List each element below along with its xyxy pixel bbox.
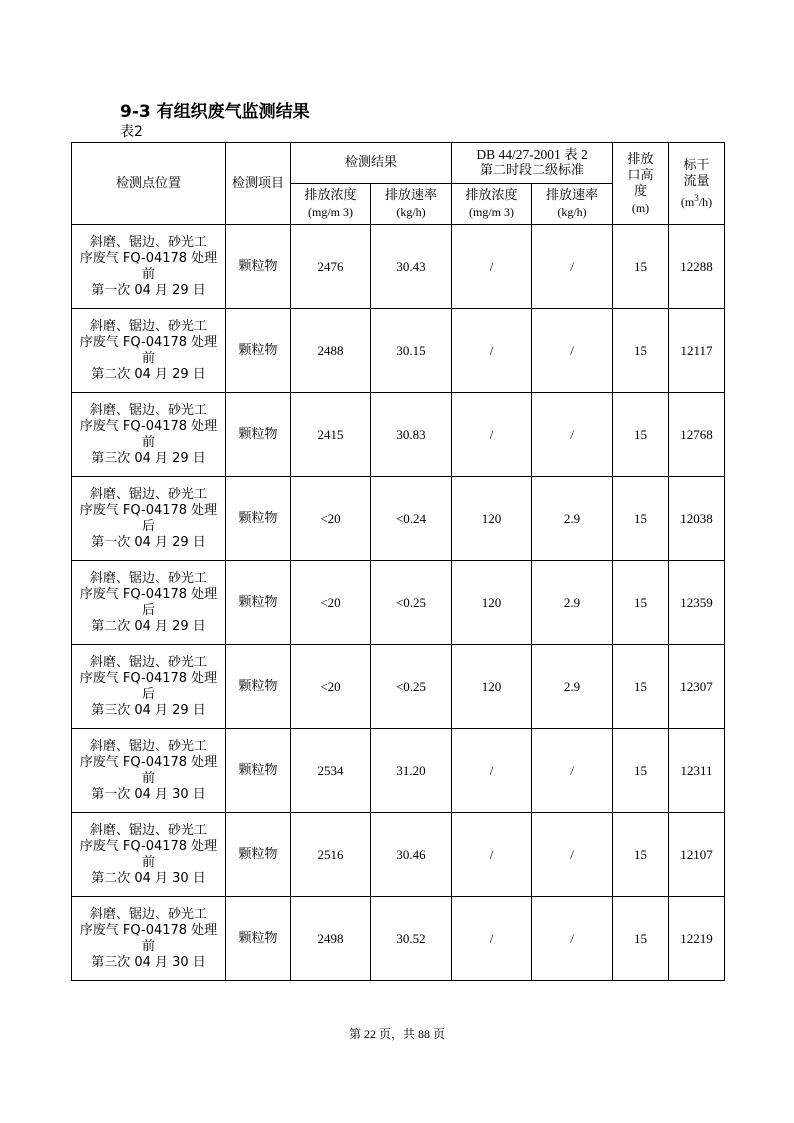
- cell-conc: 2516: [291, 813, 371, 897]
- cell-height: 15: [613, 897, 669, 981]
- cell-item: 颗粒物: [226, 729, 291, 813]
- location-line3: 前: [141, 770, 155, 786]
- table-label: 表2: [120, 124, 143, 140]
- location-line2: 序废气 FQ-04178 处理: [79, 334, 218, 350]
- header-outlet-height: [613, 143, 669, 225]
- location-line2: 序废气 FQ-04178 处理: [79, 586, 218, 602]
- cell-flow: 12307: [669, 645, 725, 729]
- cell-std-rate: 2.9: [532, 561, 613, 645]
- cell-flow: 12117: [669, 309, 725, 393]
- cell-location: [72, 477, 226, 561]
- location-line2: 序废气 FQ-04178 处理: [79, 754, 218, 770]
- cell-height: 15: [613, 309, 669, 393]
- location-line1: 斜磨、锯边、砂光工: [89, 402, 207, 418]
- cell-item: 颗粒物: [226, 477, 291, 561]
- cell-flow: 12107: [669, 813, 725, 897]
- header-conc: [291, 184, 371, 225]
- cell-std-rate: /: [532, 729, 613, 813]
- cell-height: 15: [613, 393, 669, 477]
- cell-conc: 2415: [291, 393, 371, 477]
- table-row: [72, 477, 725, 561]
- cell-conc: 2534: [291, 729, 371, 813]
- location-line4: 第二次 04 月 30 日: [91, 870, 206, 886]
- header-std-rate-unit: (kg/h): [557, 205, 587, 219]
- cell-location: [72, 561, 226, 645]
- header-std-conc-label: 排放浓度: [465, 188, 518, 203]
- cell-item: 颗粒物: [226, 813, 291, 897]
- location-line3: 前: [141, 266, 155, 282]
- location-line2: 序废气 FQ-04178 处理: [79, 250, 218, 266]
- header-rate-unit: (kg/h): [396, 205, 426, 219]
- cell-flow: 12288: [669, 225, 725, 309]
- cell-conc: 2488: [291, 309, 371, 393]
- location-line1: 斜磨、锯边、砂光工: [89, 318, 207, 334]
- cell-rate: 31.20: [371, 729, 452, 813]
- table-row: [72, 729, 725, 813]
- header-height-unit: (m): [631, 200, 650, 215]
- location-line3: 后: [141, 518, 155, 534]
- cell-rate: 30.15: [371, 309, 452, 393]
- cell-flow: 12768: [669, 393, 725, 477]
- location-line3: 后: [141, 602, 155, 618]
- cell-std-conc: 120: [452, 561, 532, 645]
- cell-location: [72, 813, 226, 897]
- cell-item: 颗粒物: [226, 309, 291, 393]
- cell-flow: 12359: [669, 561, 725, 645]
- cell-rate: 30.43: [371, 225, 452, 309]
- monitoring-results-table: [71, 142, 725, 981]
- cell-std-rate: /: [532, 813, 613, 897]
- cell-std-conc: /: [452, 225, 532, 309]
- cell-std-conc: 120: [452, 645, 532, 729]
- table-row: [72, 225, 725, 309]
- cell-location: [72, 645, 226, 729]
- location-line1: 斜磨、锯边、砂光工: [89, 822, 207, 838]
- cell-item: 颗粒物: [226, 225, 291, 309]
- location-line2: 序废气 FQ-04178 处理: [79, 670, 218, 686]
- location-line3: 前: [141, 350, 155, 366]
- location-line4: 第三次 04 月 29 日: [91, 450, 206, 466]
- cell-rate: 30.46: [371, 813, 452, 897]
- header-height-line3: 度: [634, 183, 648, 199]
- header-standard-group: [452, 143, 613, 184]
- location-line4: 第一次 04 月 29 日: [91, 534, 206, 550]
- cell-height: 15: [613, 225, 669, 309]
- header-std-rate: [532, 184, 613, 225]
- cell-location: [72, 309, 226, 393]
- cell-std-conc: /: [452, 729, 532, 813]
- location-line3: 后: [141, 686, 155, 702]
- header-std-rate-label: 排放速率: [546, 188, 599, 203]
- header-location: 检测点位置: [72, 143, 226, 225]
- cell-std-rate: 2.9: [532, 477, 613, 561]
- location-line3: 前: [141, 434, 155, 450]
- header-flow: [669, 143, 725, 225]
- header-standard-line2: 第二时段二级标准: [480, 163, 585, 178]
- cell-conc: <20: [291, 477, 371, 561]
- cell-std-rate: /: [532, 225, 613, 309]
- table-row: [72, 309, 725, 393]
- header-flow-unit: $(m^3/h)$: [680, 192, 713, 209]
- location-line4: 第三次 04 月 30 日: [91, 954, 206, 970]
- cell-std-conc: 120: [452, 477, 532, 561]
- table-row: [72, 393, 725, 477]
- cell-conc: <20: [291, 561, 371, 645]
- header-standard-line1: DB 44/27-2001 表 2: [476, 147, 588, 162]
- cell-height: 15: [613, 729, 669, 813]
- cell-conc: <20: [291, 645, 371, 729]
- header-std-conc: [452, 184, 532, 225]
- location-line1: 斜磨、锯边、砂光工: [89, 486, 207, 502]
- header-item: 检测项目: [226, 143, 291, 225]
- location-line1: 斜磨、锯边、砂光工: [89, 906, 207, 922]
- location-line3: 前: [141, 938, 155, 954]
- table-body: [72, 225, 725, 981]
- cell-std-rate: /: [532, 897, 613, 981]
- cell-location: [72, 225, 226, 309]
- cell-conc: 2498: [291, 897, 371, 981]
- table-row: [72, 813, 725, 897]
- cell-conc: 2476: [291, 225, 371, 309]
- cell-std-rate: /: [532, 309, 613, 393]
- location-line1: 斜磨、锯边、砂光工: [89, 234, 207, 250]
- location-line3: 前: [141, 854, 155, 870]
- cell-std-rate: /: [532, 393, 613, 477]
- location-line2: 序废气 FQ-04178 处理: [79, 922, 218, 938]
- header-rate: [371, 184, 452, 225]
- location-line2: 序废气 FQ-04178 处理: [79, 502, 218, 518]
- location-line4: 第三次 04 月 29 日: [91, 702, 206, 718]
- cell-rate: <0.25: [371, 561, 452, 645]
- location-line1: 斜磨、锯边、砂光工: [89, 570, 207, 586]
- cell-std-conc: /: [452, 813, 532, 897]
- location-line4: 第一次 04 月 30 日: [91, 786, 206, 802]
- cell-item: 颗粒物: [226, 393, 291, 477]
- cell-height: 15: [613, 477, 669, 561]
- cell-location: [72, 393, 226, 477]
- cell-std-conc: /: [452, 897, 532, 981]
- cell-std-rate: 2.9: [532, 645, 613, 729]
- location-line4: 第二次 04 月 29 日: [91, 618, 206, 634]
- location-line1: 斜磨、锯边、砂光工: [89, 654, 207, 670]
- cell-rate: 30.83: [371, 393, 452, 477]
- cell-item: 颗粒物: [226, 645, 291, 729]
- cell-flow: 12311: [669, 729, 725, 813]
- cell-item: 颗粒物: [226, 897, 291, 981]
- table-row: [72, 897, 725, 981]
- cell-rate: <0.25: [371, 645, 452, 729]
- header-std-conc-unit: (mg/m 3): [469, 205, 515, 219]
- location-line2: 序废气 FQ-04178 处理: [79, 418, 218, 434]
- cell-item: 颗粒物: [226, 561, 291, 645]
- cell-rate: <0.24: [371, 477, 452, 561]
- header-conc-unit: (mg/m 3): [308, 205, 353, 219]
- location-line1: 斜磨、锯边、砂光工: [89, 738, 207, 754]
- cell-height: 15: [613, 561, 669, 645]
- section-heading: 9-3 有组织废气监测结果: [120, 102, 310, 122]
- cell-location: [72, 897, 226, 981]
- cell-location: [72, 729, 226, 813]
- cell-height: 15: [613, 645, 669, 729]
- cell-std-conc: /: [452, 393, 532, 477]
- table-row: [72, 561, 725, 645]
- cell-height: 15: [613, 813, 669, 897]
- header-flow-line1: 标干: [683, 157, 710, 173]
- header-flow-line2: 流量: [683, 173, 710, 189]
- cell-rate: 30.52: [371, 897, 452, 981]
- page-footer: 第 22 页，共 88 页: [348, 1027, 445, 1041]
- header-height-line1: 排放: [627, 151, 654, 167]
- cell-std-conc: /: [452, 309, 532, 393]
- location-line4: 第一次 04 月 29 日: [91, 282, 206, 298]
- header-results-group: 检测结果: [291, 143, 452, 184]
- table-row: [72, 645, 725, 729]
- header-conc-label: 排放浓度: [304, 188, 357, 203]
- location-line2: 序废气 FQ-04178 处理: [79, 838, 218, 854]
- header-height-line2: 口高: [627, 167, 654, 183]
- location-line4: 第二次 04 月 29 日: [91, 366, 206, 382]
- cell-flow: 12038: [669, 477, 725, 561]
- header-rate-label: 排放速率: [385, 188, 438, 203]
- cell-flow: 12219: [669, 897, 725, 981]
